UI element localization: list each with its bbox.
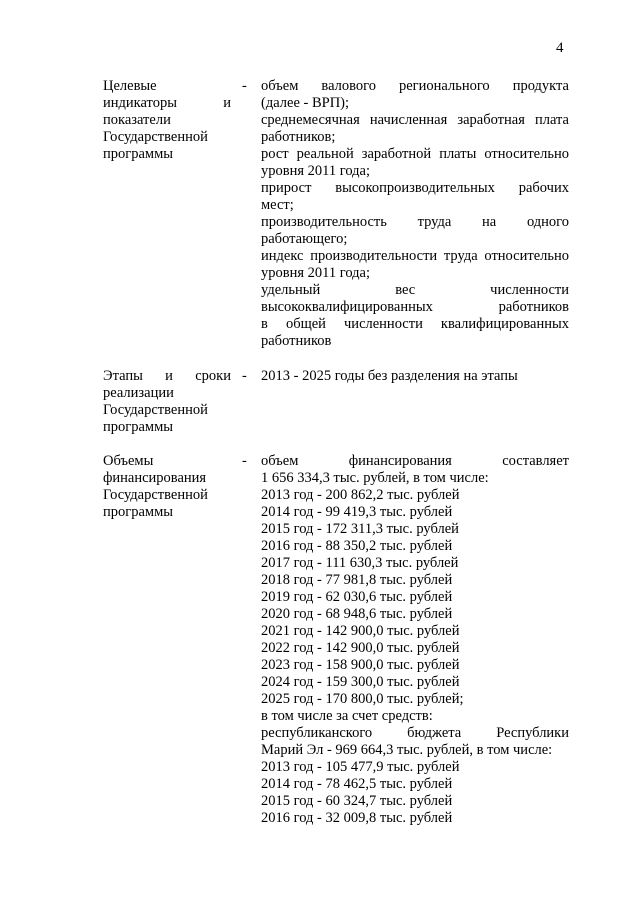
page-number: 4 [556,40,564,56]
section-label [103,368,231,436]
label-line [103,146,231,163]
content-line: уровня 2011 года; [261,265,370,281]
content-line: в том числе за счет средств: [261,708,433,724]
content-word: численности [344,316,423,332]
content-word: в [261,316,268,332]
content-line: 2024 год - 159 300,0 тыс. рублей [261,674,460,690]
label-word: Целевые [103,78,157,94]
content-line: 2014 год - 99 419,3 тыс. рублей [261,504,453,520]
content-line [261,282,569,299]
content-word: вес [395,282,416,298]
label-word: программы [103,146,173,162]
label-line [103,78,231,95]
content-word: труда [417,214,452,230]
content-line: 2016 год - 88 350,2 тыс. рублей [261,538,453,554]
content-word: индекс [261,248,304,264]
content-word: финансирования [348,453,452,469]
label-word: сроки [195,368,231,384]
label-word: реализации [103,385,174,401]
content-word: объем [261,78,299,94]
content-word: среднемесячная [261,112,360,128]
content-line: 2023 год - 158 900,0 тыс. рублей [261,657,460,673]
content-word: продукта [512,78,569,94]
content-line [261,180,569,197]
content-line: 2013 год - 105 477,9 тыс. рублей [261,759,460,775]
content-word: производительность [261,214,387,230]
content-word: относительно [484,248,569,264]
content-word: высококвалифицированных [261,299,433,315]
label-line [103,453,231,470]
content-word: бюджета [407,725,462,741]
label-line [103,129,231,146]
content-line [261,78,569,95]
content-word: республиканского [261,725,373,741]
content-word: заработной [361,146,432,162]
content-line: работающего; [261,231,348,247]
content-word: реальной [296,146,354,162]
label-line [103,504,231,521]
content-word: одного [526,214,569,230]
label-word: и [165,368,173,384]
content-word: высокопроизводительных [335,180,495,196]
label-word: программы [103,504,173,520]
content-line: 2019 год - 62 030,6 тыс. рублей [261,589,453,605]
section-label [103,78,231,163]
label-line [103,487,231,504]
section-content [261,368,569,385]
content-word: валового [321,78,376,94]
content-word: производительности [310,248,438,264]
content-line: 2014 год - 78 462,5 тыс. рублей [261,776,453,792]
content-word: труда [443,248,478,264]
content-line [261,299,569,316]
content-line: работников [261,333,332,349]
content-line: мест; [261,197,294,213]
content-word: объем [261,453,299,469]
content-line [261,146,569,163]
label-line [103,368,231,385]
label-word: Объемы [103,453,154,469]
label-word: Государственной [103,129,208,145]
label-line [103,402,231,419]
content-line [261,214,569,231]
label-word: Государственной [103,402,208,418]
content-word: на [482,214,497,230]
section-content [261,78,569,350]
content-word: начисленная [369,112,448,128]
label-word: Этапы [103,368,143,384]
dash-separator: - [242,368,247,384]
label-word: финансирования [103,470,207,486]
content-line: 2020 год - 68 948,6 тыс. рублей [261,606,453,622]
label-line [103,385,231,402]
content-word: заработная [457,112,525,128]
content-line: 2025 год - 170 800,0 тыс. рублей; [261,691,464,707]
section-label [103,453,231,521]
content-line: 2016 год - 32 009,8 тыс. рублей [261,810,453,826]
content-line: 2018 год - 77 981,8 тыс. рублей [261,572,453,588]
content-line: 1 656 334,3 тыс. рублей, в том числе: [261,470,489,486]
content-word: численности [490,282,569,298]
dash-separator: - [242,78,247,94]
content-word: регионального [399,78,490,94]
content-line [261,248,569,265]
content-word: работников [498,299,569,315]
content-line: уровня 2011 года; [261,163,370,179]
content-word: рабочих [518,180,569,196]
label-word: Государственной [103,487,208,503]
content-word: квалифицированных [440,316,569,332]
content-word: плата [534,112,569,128]
content-line: 2022 год - 142 900,0 тыс. рублей [261,640,460,656]
content-line: 2013 - 2025 годы без разделения на этапы [261,368,518,384]
content-word: прирост [261,180,312,196]
content-line: 2017 год - 111 630,3 тыс. рублей [261,555,459,571]
content-word: платы [439,146,477,162]
content-line: работников; [261,129,336,145]
content-word: общей [285,316,326,332]
content-word: относительно [484,146,569,162]
label-word: показатели [103,112,171,128]
content-line [261,316,569,333]
label-line [103,419,231,436]
dash-separator: - [242,453,247,469]
label-word: программы [103,419,173,435]
content-line [261,725,569,742]
content-word: Республики [496,725,569,741]
label-line [103,470,231,487]
content-line [261,112,569,129]
content-line: (далее - ВРП); [261,95,350,111]
content-line: 2015 год - 172 311,3 тыс. рублей [261,521,459,537]
content-line: Марий Эл - 969 664,3 тыс. рублей, в том числе: [261,742,553,758]
content-word: рост [261,146,289,162]
content-line [261,453,569,470]
section-content [261,453,569,827]
content-word: удельный [261,282,321,298]
label-word: индикаторы [103,95,177,111]
label-word: и [223,95,231,111]
content-line: 2021 год - 142 900,0 тыс. рублей [261,623,460,639]
content-line: 2015 год - 60 324,7 тыс. рублей [261,793,453,809]
label-line [103,112,231,129]
content-word: составляет [502,453,569,469]
label-line [103,95,231,112]
content-line: 2013 год - 200 862,2 тыс. рублей [261,487,460,503]
